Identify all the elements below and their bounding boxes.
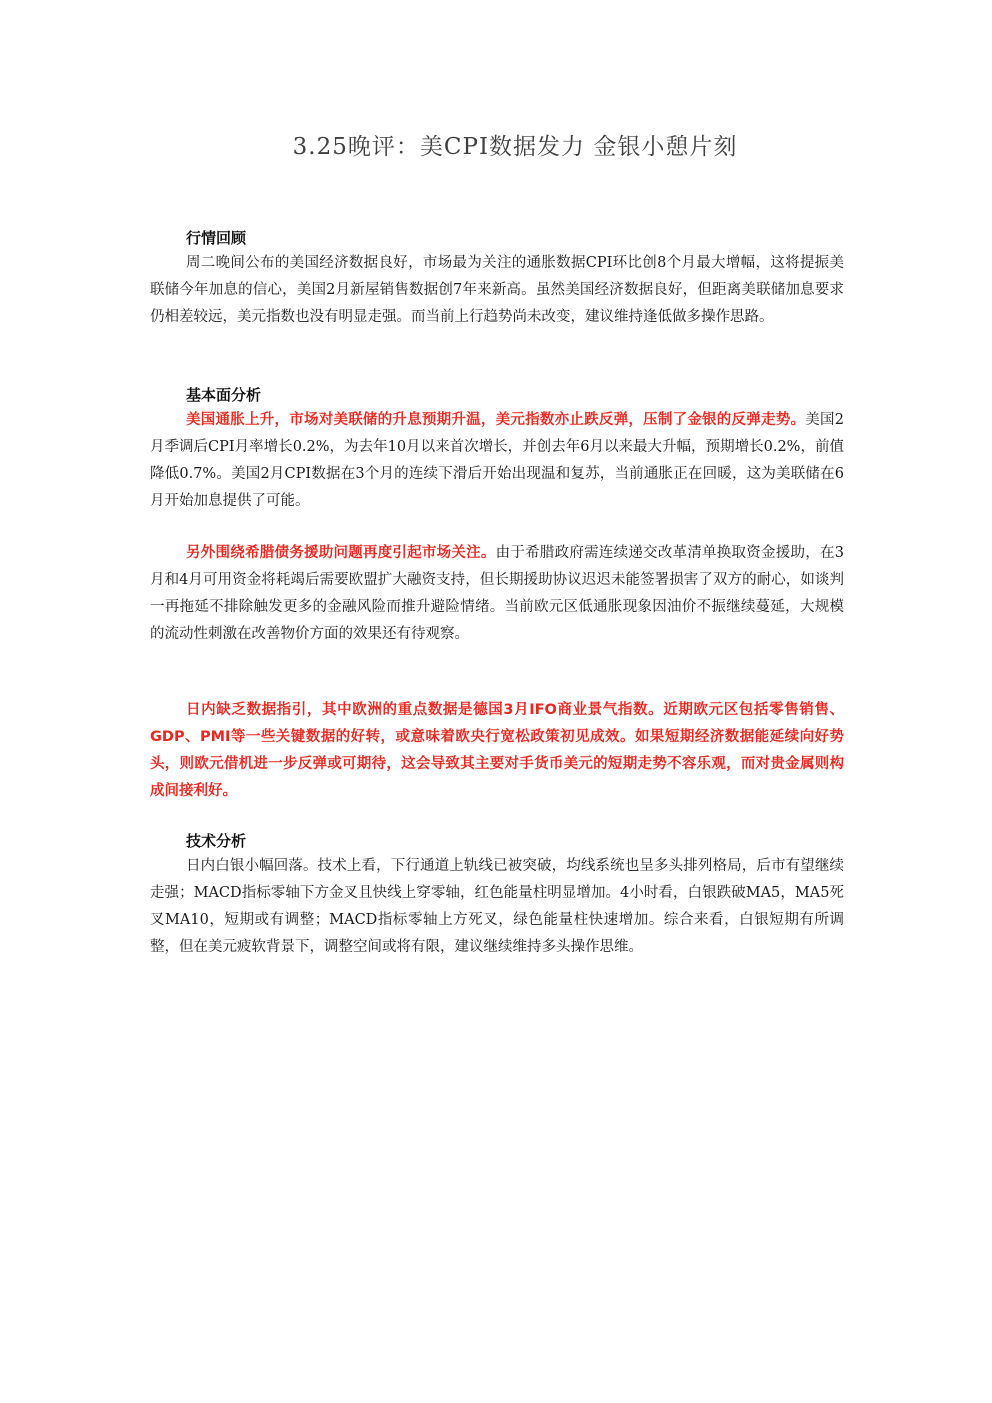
- technical-analysis-section: [150, 829, 844, 961]
- technical-analysis-paragraph: 日内白银小幅回落。技术上看，下行通道上轨线已被突破，均线系统也呈多头排列格局，后市有望继续走强；MACD指标零轴下方金叉且快线上穿零轴，红色能量柱明显增加。4小时看，白银跌破MA5，MA5死叉MA10，短期或有调整；MACD指标零轴上方死叉，绿色能量柱快速增加。综合来看，白银短期有所调整，但在美元疲软背景下，调整空间或将有限，建议继续维持多头操作思维。: [150, 858, 844, 955]
- fundamental-lead-highlight: 美国通胀上升，市场对美联储的升息预期升温，美元指数亦止跌反弹，压制了金银的反弹走势。: [186, 412, 806, 428]
- greece-lead-highlight: 另外围绕希腊债务援助问题再度引起市场关注。: [186, 545, 496, 561]
- technical-analysis-heading: 技术分析: [186, 832, 247, 850]
- greece-paragraph: [150, 540, 844, 648]
- fundamental-analysis-heading: 基本面分析: [186, 386, 262, 404]
- fundamental-analysis-paragraph: [150, 407, 844, 515]
- market-review-heading: 行情回顾: [186, 229, 247, 247]
- greece-body-text: 由于希腊政府需连续递交改革清单换取资金援助，在3月和4月可用资金将耗竭后需要欧盟扩大融资支持，但长期援助协议迟迟未能签署损害了双方的耐心，如谈判一再拖延不排除触发更多的金融风险而推升避险情绪。当前欧元区低通胀现象因油价不振继续蔓延，大规模的流动性刺激在改善物价方面的效果还有待观察。: [150, 545, 844, 642]
- greece-section: [150, 540, 844, 648]
- market-review-section: [150, 226, 844, 331]
- market-review-paragraph: 周二晚间公布的美国经济数据良好，市场最为关注的通胀数据CPI环比创8个月最大增幅，这将提振美联储今年加息的信心，美国2月新屋销售数据创7年来新高。虽然美国经济数据良好，但距离美联储加息要求仍相差较远，美元指数也没有明显走强。而当前上行趋势尚未改变，建议维持逢低做多操作思路。: [150, 255, 844, 325]
- fundamental-analysis-section: [150, 383, 844, 515]
- document-title: 3.25晚评：美CPI数据发力 金银小憩片刻: [292, 134, 738, 160]
- fundamental-body-text: 美国2月季调后CPI月率增长0.2%，为去年10月以来首次增长，并创去年6月以来最大升幅，预期增长0.2%，前值降低0.7%。美国2月CPI数据在3个月的连续下滑后开始出现温和复苏，当前通胀正在回暖，这为美联储在6月开始加息提供了可能。: [150, 412, 844, 509]
- europe-highlight-paragraph: 日内缺乏数据指引，其中欧洲的重点数据是德国3月IFO商业景气指数。近期欧元区包括零售销售、GDP、PMI等一些关键数据的好转，或意味着欧央行宽松政策初见成效。如果短期经济数据能延续向好势头，则欧元借机进一步反弹或可期待，这会导致其主要对手货币美元的短期走势不容乐观，而对贵金属则构成间接利好。: [150, 702, 844, 799]
- europe-section: [150, 697, 844, 805]
